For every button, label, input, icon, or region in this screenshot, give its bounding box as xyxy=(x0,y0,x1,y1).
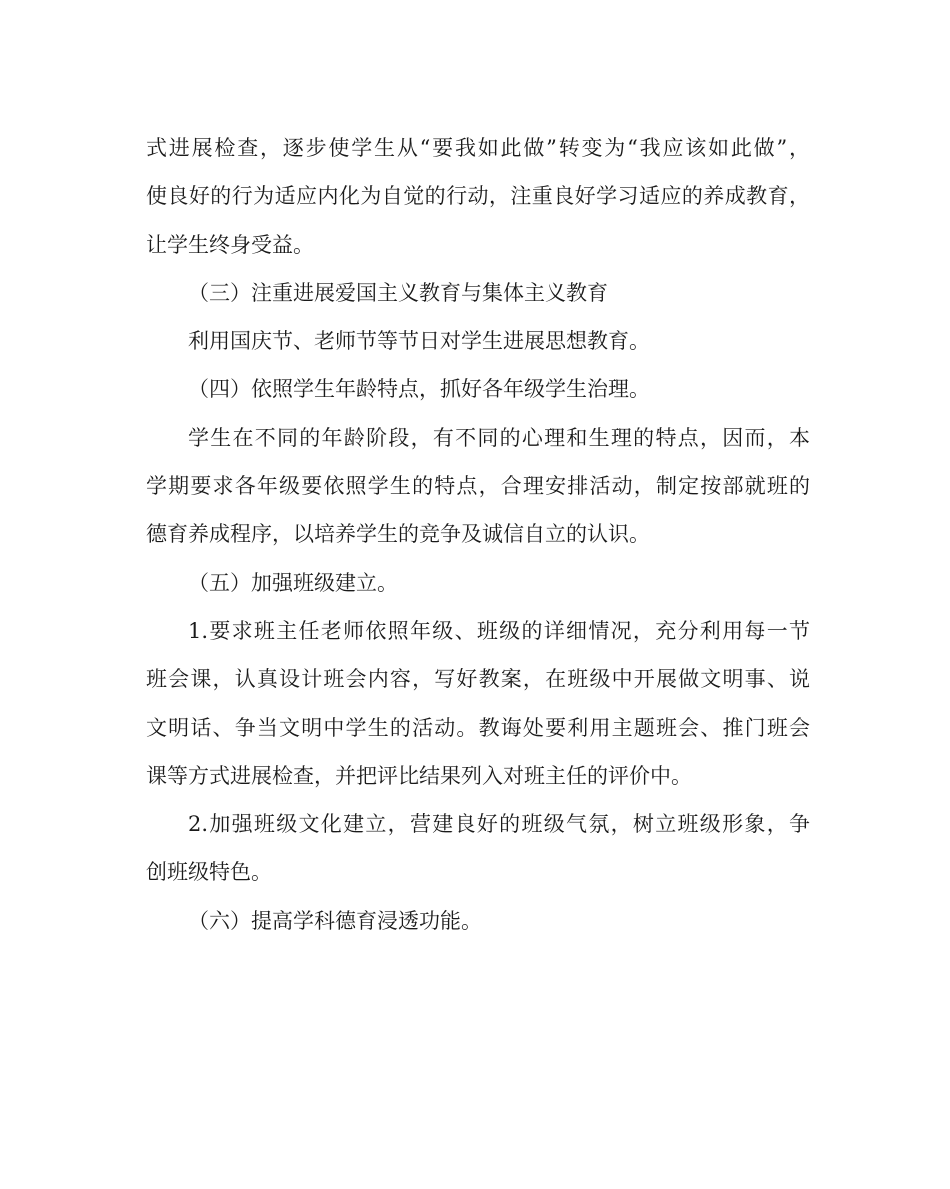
text-line: （三）注重进展爱国主义教育与集体主义教育 xyxy=(188,280,608,305)
text-line: （六）提高学科德育浸透功能。 xyxy=(188,908,482,933)
text-line: 让学生终身受益。 xyxy=(146,232,314,257)
text-line: 使良好的行为适应内化为自觉的行动，注重良好学习适应的养成教育， xyxy=(146,184,810,209)
document-body xyxy=(146,124,810,945)
text-line: 2.加强班级文化建立，营建良好的班级气氛，树立班级形象，争 xyxy=(188,812,810,837)
text-line: 创班级特色。 xyxy=(146,860,272,885)
text-line: 德育养成程序，以培养学生的竞争及诚信自立的认识。 xyxy=(146,522,650,547)
text-line: （四）依照学生年龄特点，抓好各年级学生治理。 xyxy=(188,377,650,402)
text-line: （五）加强班级建立。 xyxy=(188,570,398,595)
text-line: 学生在不同的年龄阶段，有不同的心理和生理的特点，因而，本 xyxy=(188,425,810,450)
text-line: 课等方式进展检查，并把评比结果列入对班主任的评价中。 xyxy=(146,763,692,788)
text-line: 学期要求各年级要依照学生的特点，合理安排活动，制定按部就班的 xyxy=(146,474,810,499)
text-line: 1.要求班主任老师依照年级、班级的详细情况，充分利用每一节 xyxy=(188,618,810,643)
text-line: 式进展检查，逐步使学生从“要我如此做”转变为“我应该如此做”， xyxy=(146,136,810,160)
text-line: 利用国庆节、老师节等节日对学生进展思想教育。 xyxy=(188,329,650,354)
text-line: 文明话、争当文明中学生的活动。教诲处要利用主题班会、推门班会 xyxy=(146,715,810,740)
text-line: 班会课，认真设计班会内容，写好教案，在班级中开展做文明事、说 xyxy=(146,667,810,692)
